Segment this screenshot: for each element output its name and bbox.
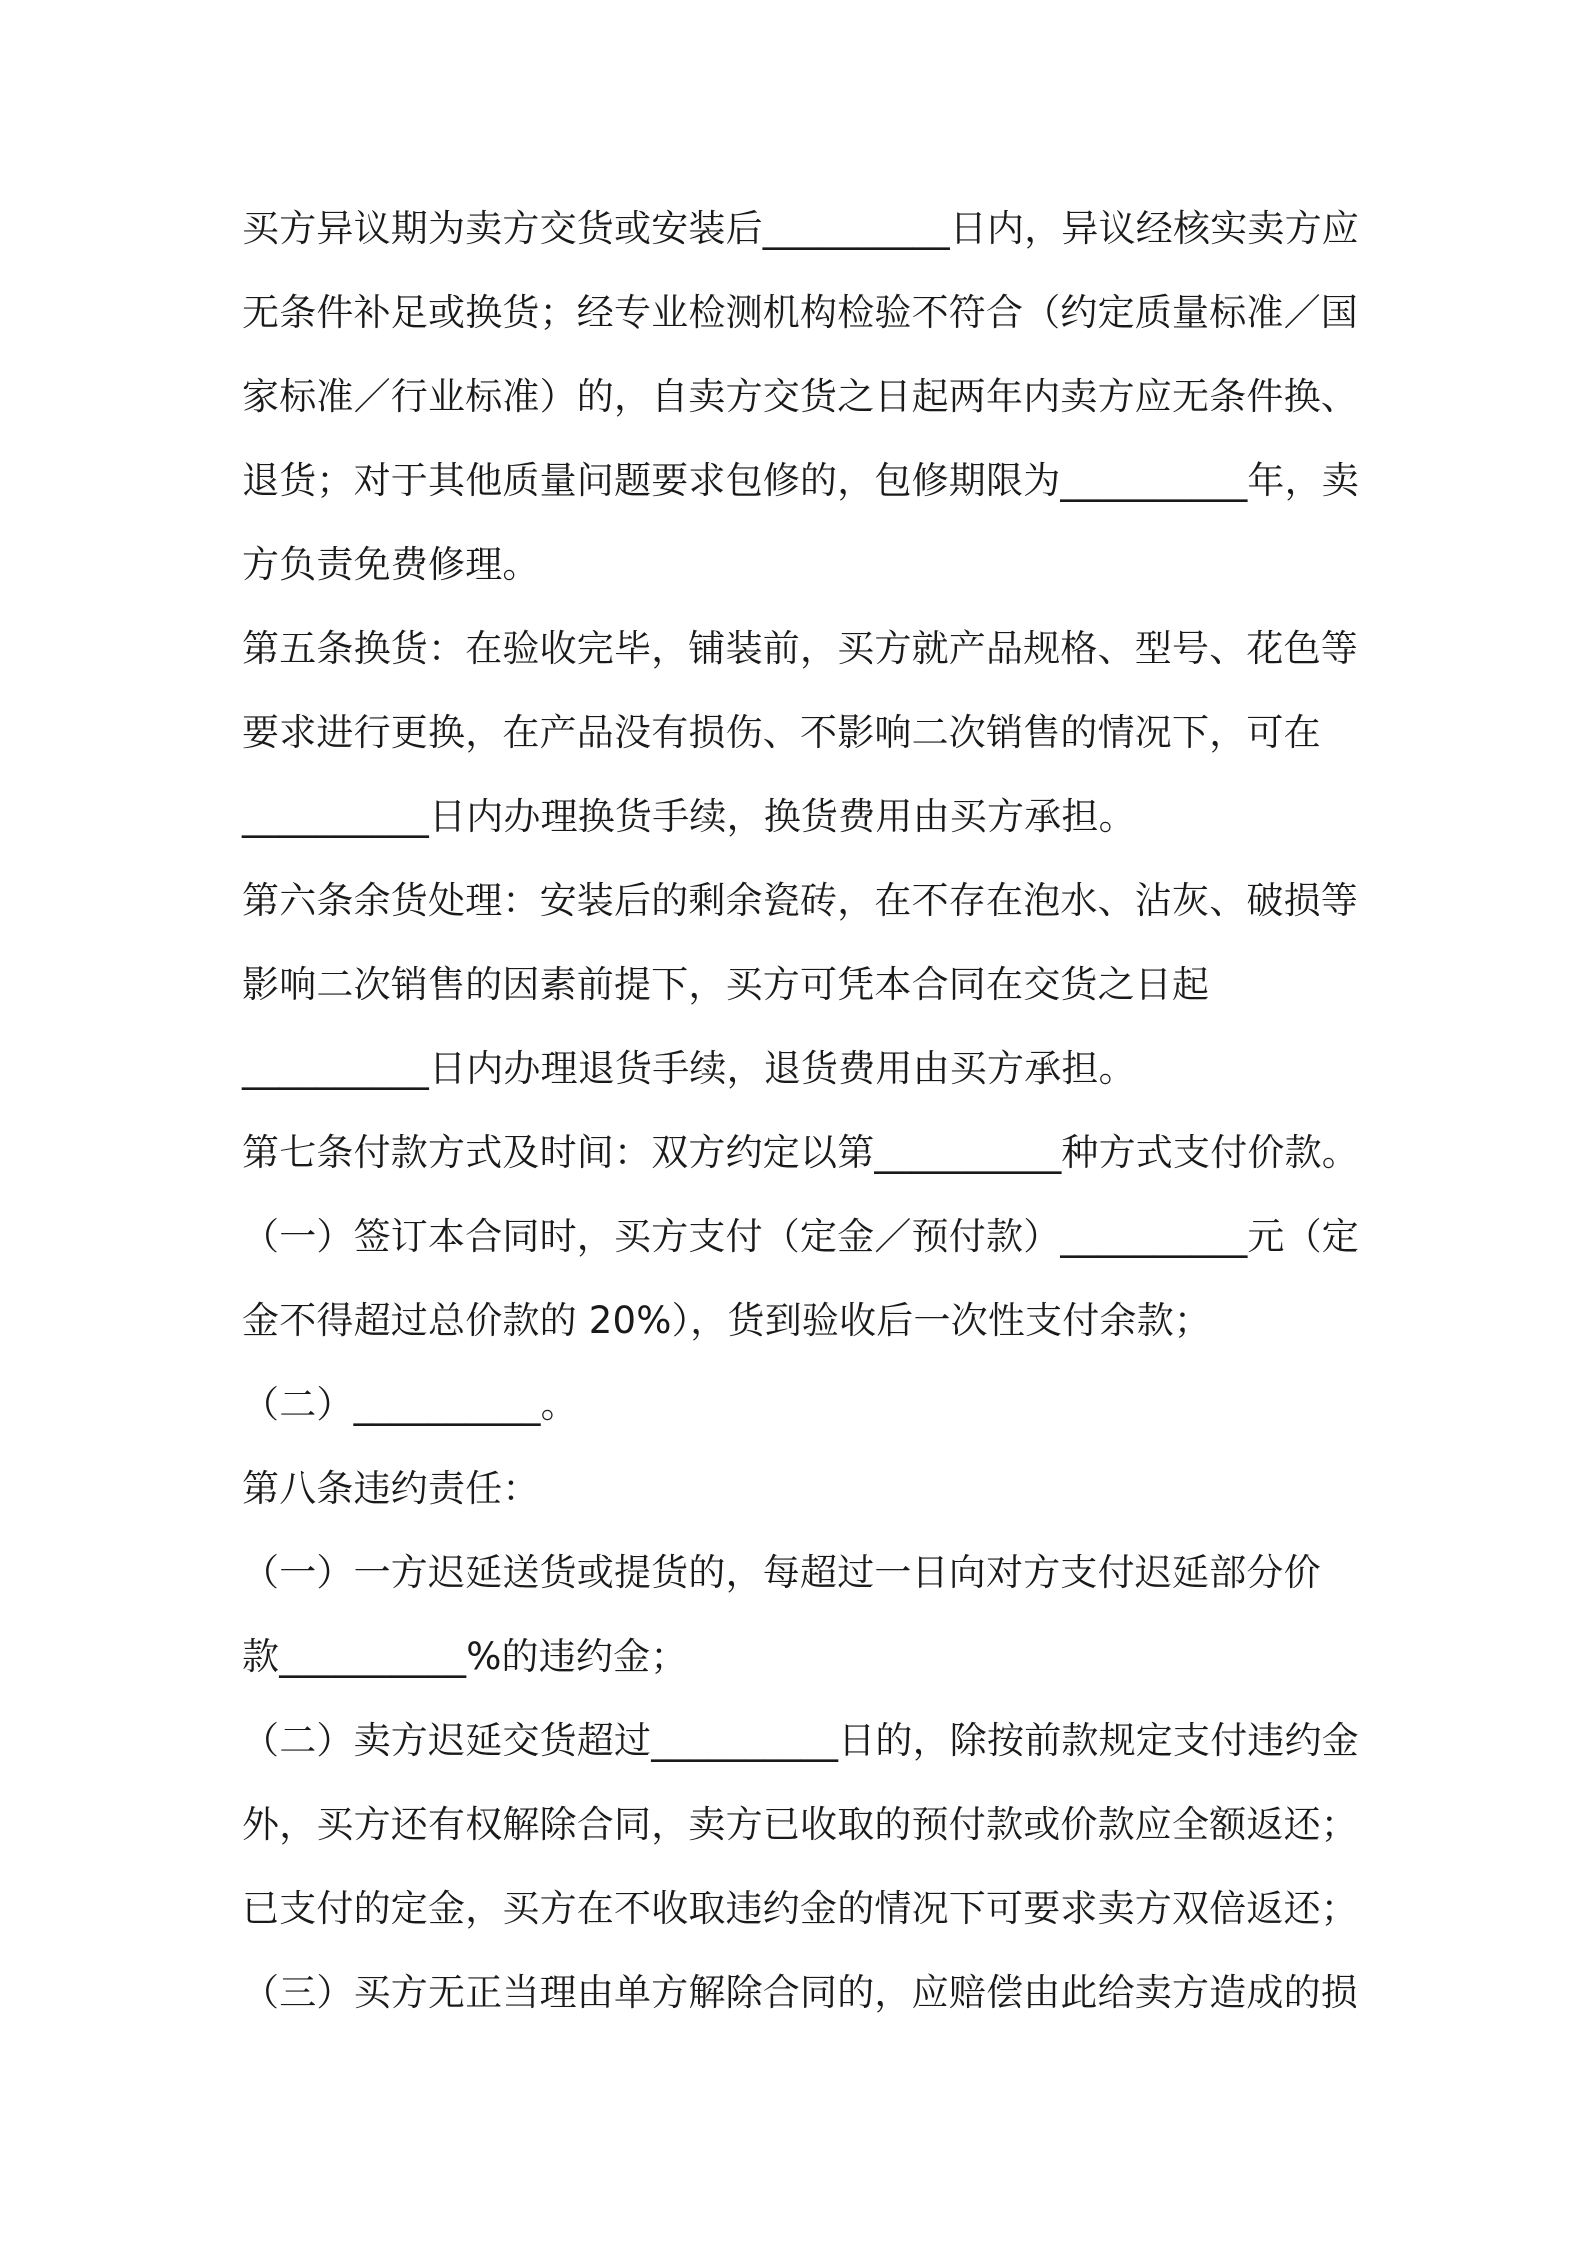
text-line: 无条件补足或换货；经专业检测机构检验不符合（约定质量标准／国: [242, 291, 1358, 334]
text-line: （二）卖方迟延交货超过__________日的，除按前款规定支付违约金: [242, 1719, 1359, 1762]
text-line: 影响二次销售的因素前提下，买方可凭本合同在交货之日起: [242, 963, 1210, 1006]
text-line: 退货；对于其他质量问题要求包修的，包修期限为__________年，卖: [242, 459, 1359, 502]
text-line: 第八条违约责任：: [242, 1467, 540, 1510]
text-line: （一）一方迟延送货或提货的，每超过一日向对方支付迟延部分价: [242, 1551, 1321, 1594]
text-line: 已支付的定金，买方在不收取违约金的情况下可要求卖方双倍返还；: [242, 1887, 1358, 1930]
text-line: （二）__________。: [242, 1383, 578, 1426]
text-line: 第六条余货处理：安装后的剩余瓷砖，在不存在泡水、沾灰、破损等: [242, 879, 1358, 922]
text-line: 款__________%的违约金；: [242, 1635, 688, 1678]
text-line: 方负责免费修理。: [242, 543, 540, 586]
text-line: 金不得超过总价款的 20%），货到验收后一次性支付余款；: [242, 1299, 1212, 1342]
text-line: __________日内办理换货手续，换货费用由买方承担。: [242, 795, 1136, 838]
text-line: 第七条付款方式及时间：双方约定以第__________种方式支付价款。: [242, 1131, 1359, 1174]
text-line: 第五条换货：在验收完毕，铺装前，买方就产品规格、型号、花色等: [242, 627, 1358, 670]
text-line: （三）买方无正当理由单方解除合同的，应赔偿由此给卖方造成的损: [242, 1971, 1358, 2014]
text-line: 家标准／行业标准）的，自卖方交货之日起两年内卖方应无条件换、: [242, 375, 1358, 418]
text-line: 外，买方还有权解除合同，卖方已收取的预付款或价款应全额返还；: [242, 1803, 1358, 1846]
text-line: __________日内办理退货手续，退货费用由买方承担。: [242, 1047, 1136, 1090]
text-line: （一）签订本合同时，买方支付（定金／预付款）__________元（定: [242, 1215, 1359, 1258]
text-line: 要求进行更换，在产品没有损伤、不影响二次销售的情况下，可在: [242, 711, 1321, 754]
text-line: 买方异议期为卖方交货或安装后__________日内，异议经核实卖方应: [242, 207, 1359, 250]
